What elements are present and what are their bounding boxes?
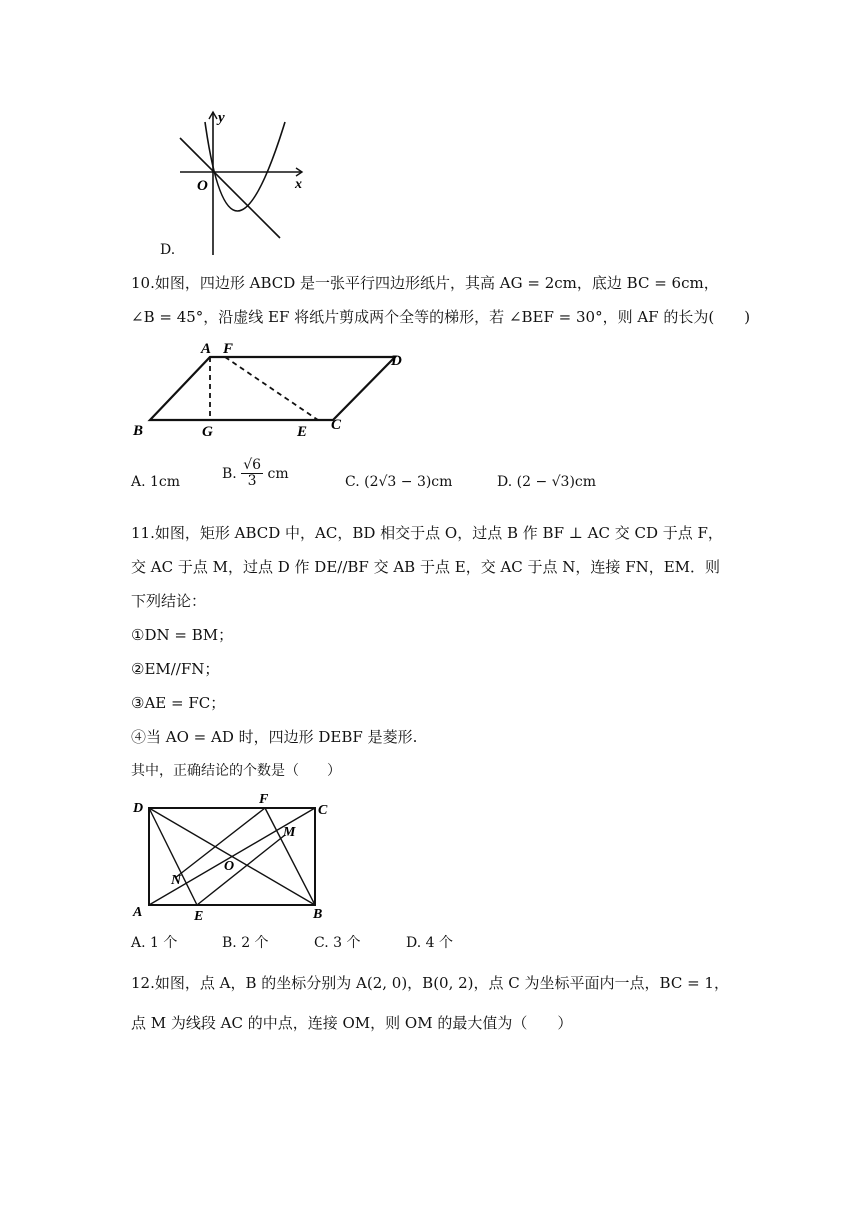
q9-axis-x-label: x: [295, 177, 302, 192]
q10-label-c: C: [331, 417, 342, 433]
q10-option-d: D. (2 − √3)cm: [497, 474, 597, 490]
q10-option-b-prefix: B.: [222, 465, 237, 482]
q10-option-b-fraction: [241, 458, 263, 490]
q12-line1: 12.如图，点 A，B 的坐标分别为 A(2, 0)，B(0, 2)，点 C 为坐标平面内一点，BC = 1，: [131, 974, 729, 992]
q11-conclusion-3: ③AE = FC；: [131, 694, 226, 712]
q11-label-n: N: [171, 873, 182, 888]
q11-line1: 11.如图，矩形 ABCD 中，AC，BD 相交于点 O，过点 B 作 BF ⊥ AC 交 CD 于点 F，: [131, 524, 723, 542]
q10-label-g: G: [202, 424, 213, 440]
q11-conclusion-2: ②EM//FN；: [131, 660, 220, 678]
q10-label-e: E: [297, 424, 308, 440]
q9-option-d-graph: [150, 100, 310, 262]
q11-option-b: B. 2 个: [222, 935, 269, 951]
q9-axis-y-label: y: [218, 110, 225, 126]
q9-option-d-label: D.: [160, 242, 176, 258]
q11-label-c: C: [318, 803, 328, 818]
q11-label-d: D: [133, 801, 144, 816]
q11-option-d: D. 4 个: [406, 935, 453, 951]
q11-label-m: M: [283, 825, 296, 840]
q10-option-b: [222, 458, 289, 490]
q10-option-b-numerator: √6: [243, 457, 262, 473]
q10-line2: ∠B = 45°，沿虚线 EF 将纸片剪成两个全等的梯形，若 ∠BEF = 30°，则 AF 的长为( ): [131, 308, 751, 326]
q11-conclusion-4: ④当 AO = AD 时，四边形 DEBF 是菱形.: [131, 728, 418, 746]
q11-label-b: B: [313, 907, 323, 922]
q11-line2: 交 AC 于点 M，过点 D 作 DE//BF 交 AB 于点 E，交 AC 于点 N，连接 FN，EM．则: [131, 558, 721, 576]
q10-parallelogram-figure: [125, 335, 415, 445]
q11-line3: 下列结论：: [131, 592, 207, 610]
q10-label-f: F: [223, 341, 234, 357]
q11-option-c: C. 3 个: [314, 935, 361, 951]
q11-label-f: F: [259, 792, 269, 807]
q10-label-d: D: [391, 353, 402, 369]
q10-option-b-unit: cm: [267, 465, 289, 482]
q10-label-b: B: [133, 423, 144, 439]
q11-label-a: A: [133, 905, 143, 920]
q10-label-a: A: [201, 341, 212, 357]
q10-option-a: A. 1cm: [131, 474, 181, 490]
q11-label-e: E: [194, 909, 204, 924]
q11-question: 其中，正确结论的个数是（ ）: [131, 763, 341, 779]
q9-origin-label: O: [197, 178, 208, 194]
q11-rectangle-figure: [125, 790, 345, 930]
q10-line1: 10.如图，四边形 ABCD 是一张平行四边形纸片，其高 AG = 2cm，底边 BC = 6cm，: [131, 274, 719, 292]
q10-option-c: C. (2√3 − 3)cm: [345, 474, 453, 490]
q11-label-o: O: [224, 859, 235, 874]
q11-conclusion-1: ①DN = BM；: [131, 626, 234, 644]
q10-option-b-denominator: 3: [247, 473, 257, 490]
q12-line2: 点 M 为线段 AC 的中点，连接 OM，则 OM 的最大值为（ ）: [131, 1014, 573, 1032]
q11-option-a: A. 1 个: [131, 935, 178, 951]
